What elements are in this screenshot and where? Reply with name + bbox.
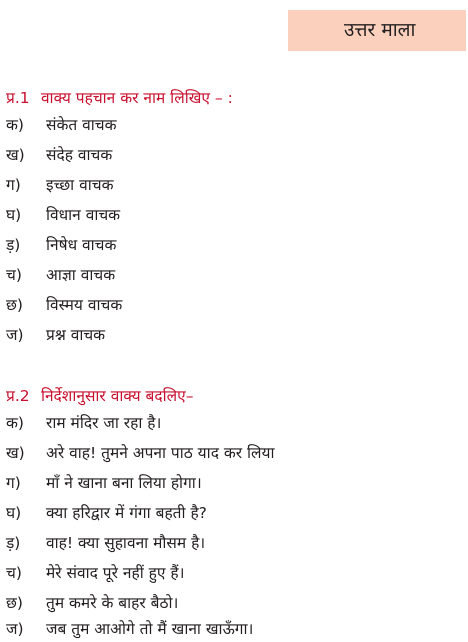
answer-row: [6, 294, 122, 316]
answer-row: [6, 174, 114, 196]
answer-marker: ख): [6, 146, 25, 164]
answer-row: [6, 114, 117, 136]
answer-marker: ग): [6, 474, 21, 492]
answer-marker: ज): [6, 326, 24, 344]
answer-text: क्या हरिद्वार में गंगा बहती है?: [46, 504, 207, 522]
answer-text: निषेध वाचक: [46, 236, 117, 254]
answer-text: संदेह वाचक: [46, 146, 113, 164]
answer-text: विधान वाचक: [46, 206, 121, 224]
answer-marker: घ): [6, 504, 22, 522]
answer-marker: ड़): [6, 534, 21, 552]
question-number: प्र.1: [6, 89, 30, 107]
answer-row: [6, 442, 275, 464]
question-number: प्र.2: [6, 387, 30, 405]
answer-row: [6, 592, 178, 614]
answer-text: तुम कमरे के बाहर बैठो।: [46, 594, 179, 612]
answer-marker: ग): [6, 176, 21, 194]
answer-row: [6, 234, 116, 256]
answer-text: माँ ने खाना बना लिया होगा।: [46, 474, 202, 492]
answer-row: [6, 204, 120, 226]
answer-text: राम मंदिर जा रहा है।: [46, 414, 162, 432]
answer-row: [6, 502, 207, 524]
question-1-heading: [6, 86, 233, 108]
answer-marker: छ): [6, 594, 23, 612]
question-instruction: वाक्य पहचान कर नाम लिखिए – :: [40, 89, 233, 107]
answer-text: प्रश्न वाचक: [46, 326, 106, 344]
answer-row: [6, 618, 253, 640]
answer-marker: छ): [6, 296, 23, 314]
answer-row: [6, 324, 105, 346]
question-instruction: निर्देशानुसार वाक्य बदलिए–: [40, 387, 194, 405]
answer-marker: क): [6, 116, 24, 134]
answer-text: अरे वाह! तुमने अपना पाठ याद कर लिया: [46, 444, 275, 462]
answer-row: [6, 472, 202, 494]
answer-text: जब तुम आओगे तो मैं खाना खाऊँगा।: [46, 620, 254, 638]
answer-marker: ज): [6, 620, 24, 638]
answer-key-header: [288, 10, 466, 51]
answer-row: [6, 532, 205, 554]
answer-text: इच्छा वाचक: [46, 176, 114, 194]
answer-marker: घ): [6, 206, 22, 224]
answer-text: वाह! क्या सुहावना मौसम है।: [46, 534, 206, 552]
answer-marker: ख): [6, 444, 25, 462]
answer-row: [6, 264, 115, 286]
answer-text: आज्ञा वाचक: [46, 266, 116, 284]
answer-text: विस्मय वाचक: [46, 296, 123, 314]
answer-text: संकेत वाचक: [46, 116, 117, 134]
answer-row: [6, 412, 161, 434]
answer-marker: ड़): [6, 236, 21, 254]
answer-row: [6, 562, 184, 584]
question-2-heading: [6, 384, 193, 406]
answer-text: मेरे संवाद पूरे नहीं हुए हैं।: [46, 564, 185, 582]
answer-marker: च): [6, 564, 22, 582]
answer-key-title: उत्तर माला: [344, 19, 416, 41]
answer-marker: च): [6, 266, 22, 284]
answer-row: [6, 144, 112, 166]
answer-marker: क): [6, 414, 24, 432]
